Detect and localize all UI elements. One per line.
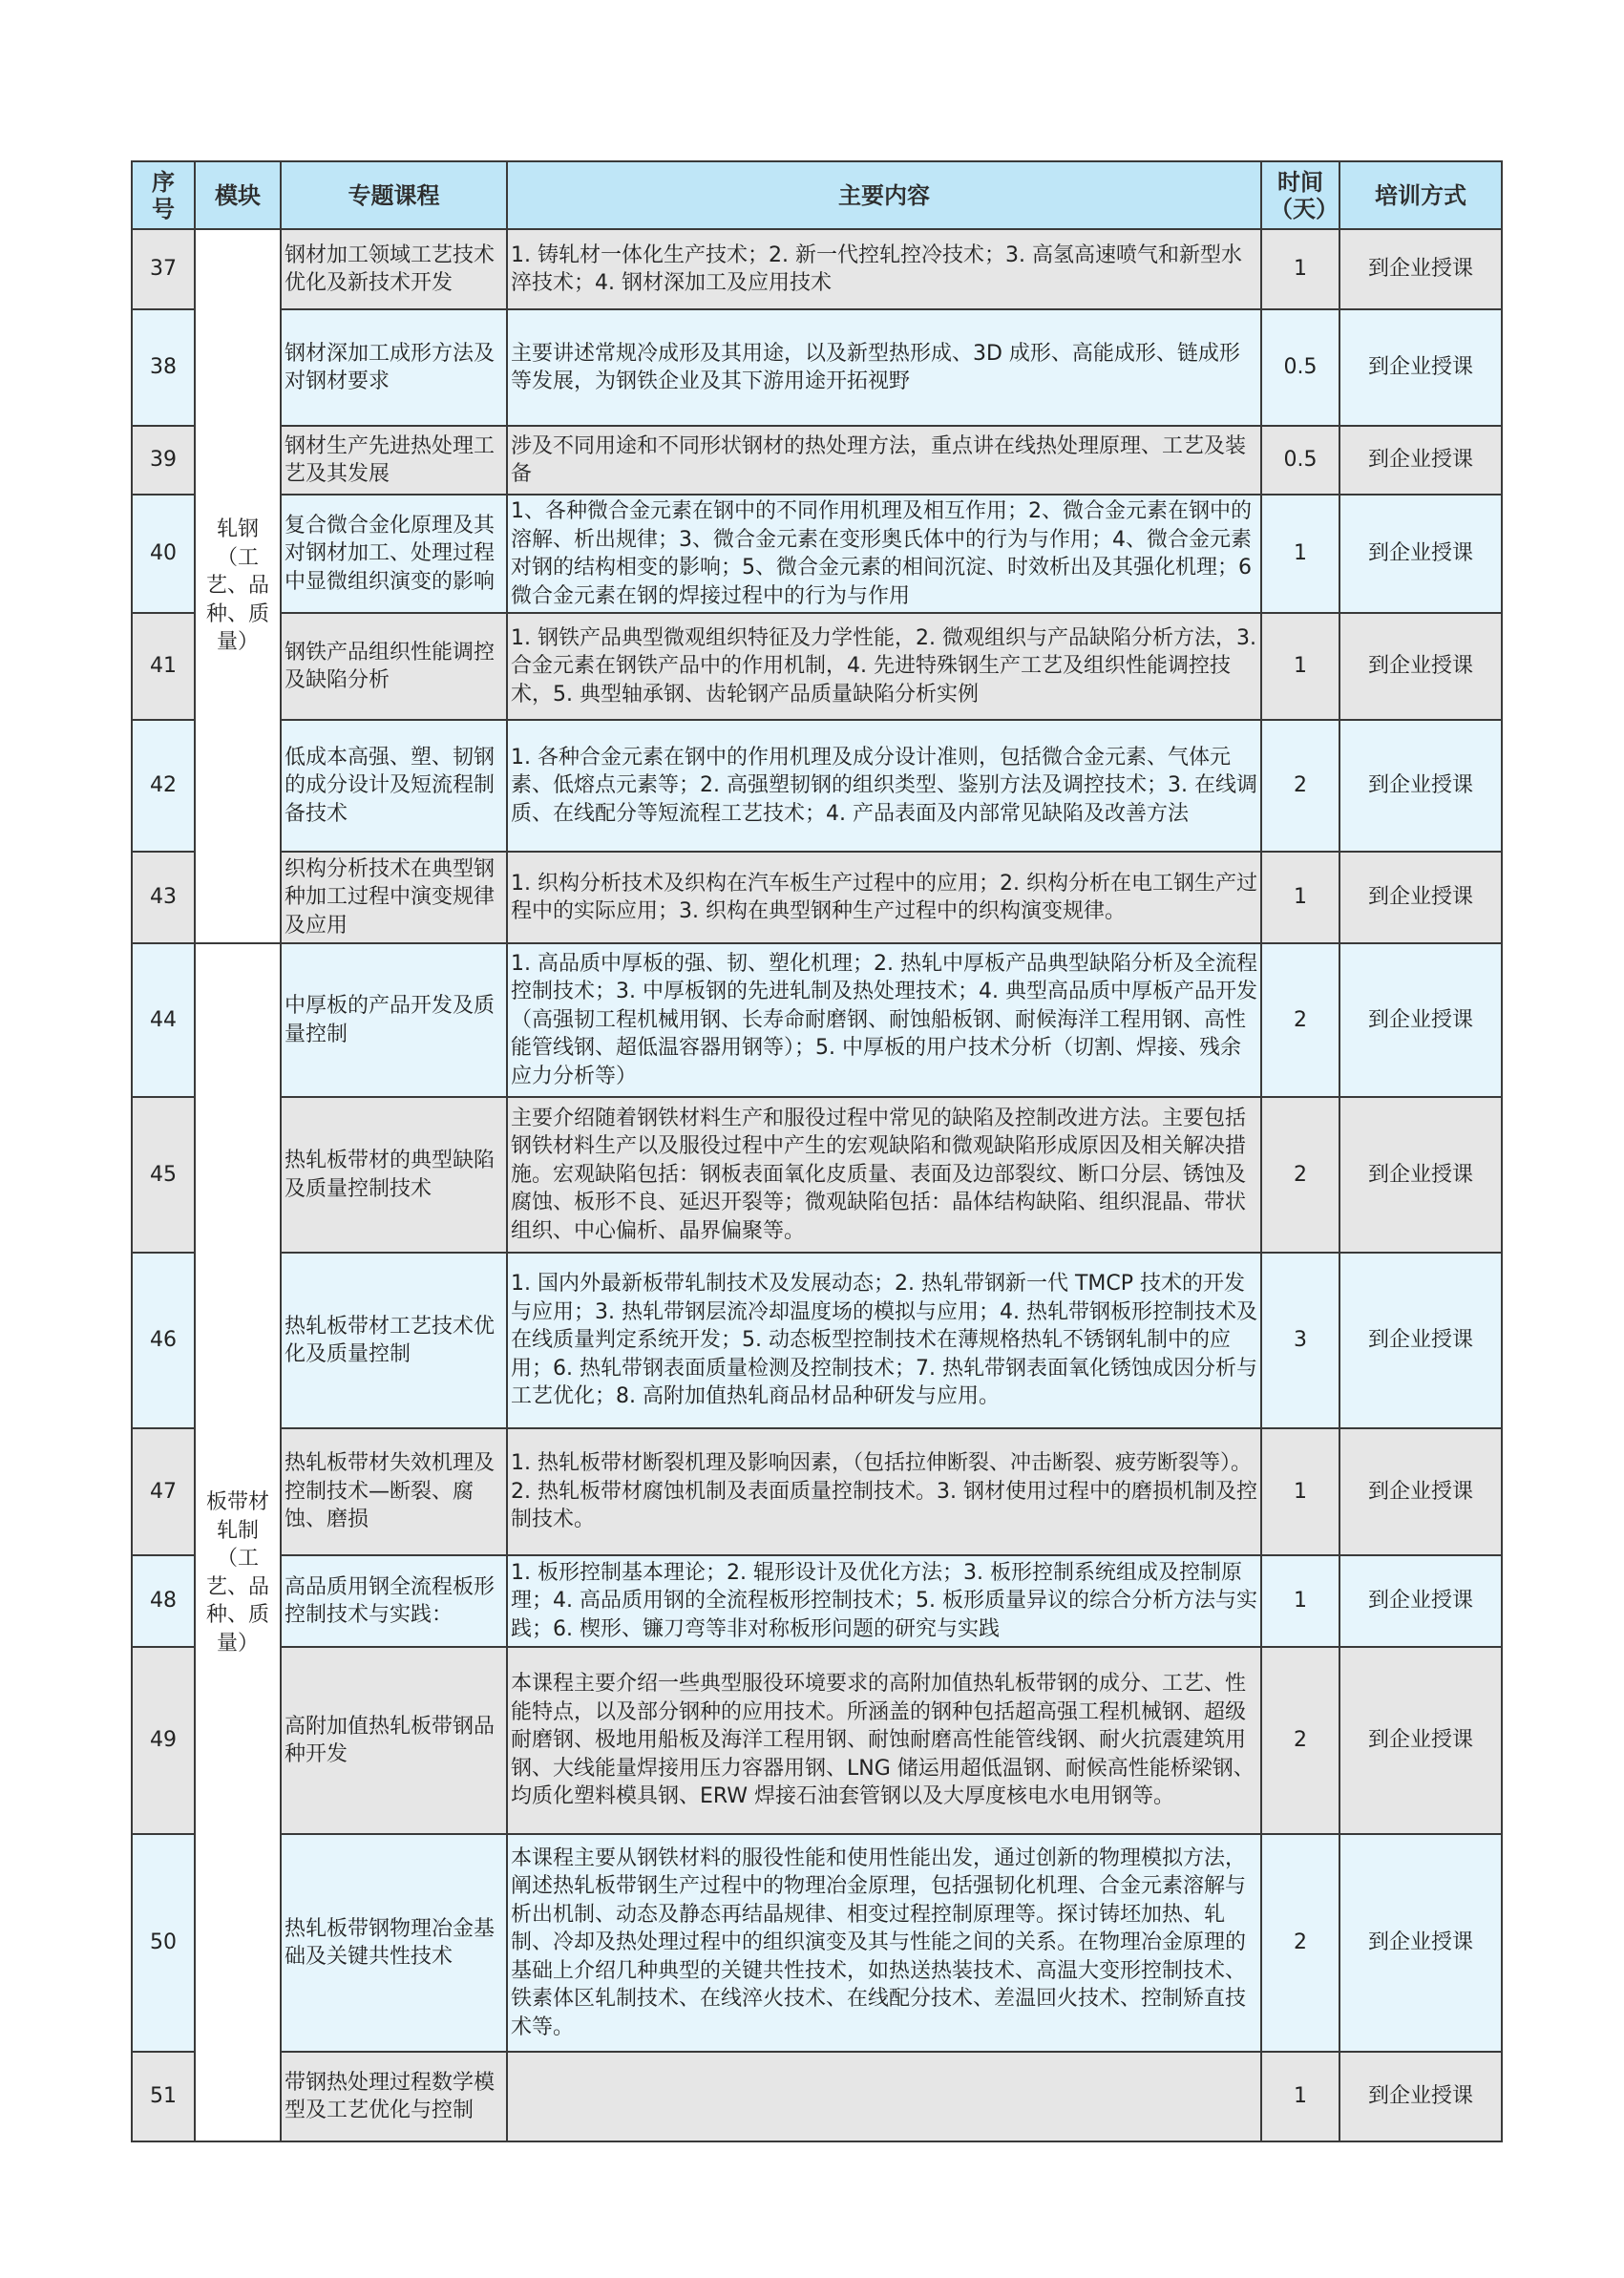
row-number: 39 <box>132 426 195 495</box>
row-number: 50 <box>132 1834 195 2052</box>
table-row <box>132 1253 1502 1428</box>
course-name: 钢材加工领域工艺技术优化及新技术开发 <box>281 229 507 309</box>
course-days: 2 <box>1261 1647 1339 1834</box>
course-days: 2 <box>1261 1097 1339 1253</box>
table-row <box>132 1428 1502 1555</box>
header-time: 时间（天） <box>1261 161 1339 229</box>
course-name: 钢铁产品组织性能调控及缺陷分析 <box>281 613 507 720</box>
table-row <box>132 852 1502 943</box>
row-number: 46 <box>132 1253 195 1428</box>
course-content: 1. 板形控制基本理论；2. 辊形设计及优化方法；3. 板形控制系统组成及控制原理；4. 高品质用钢的全流程板形控制技术；5. 板形质量异议的综合分析方法与实践；6. 楔形、镰刀弯等非对称板形问题的研究与实践 <box>507 1555 1261 1647</box>
course-days: 1 <box>1261 613 1339 720</box>
header-course: 专题课程 <box>281 161 507 229</box>
training-mode: 到企业授课 <box>1339 613 1502 720</box>
course-content <box>507 2052 1261 2141</box>
course-content: 本课程主要从钢铁材料的服役性能和使用性能出发，通过创新的物理模拟方法，阐述热轧板带钢生产过程中的物理冶金原理，包括强韧化机理、合金元素溶解与析出机制、动态及静态再结晶规律、相变过程控制原理等。探讨铸坯加热、轧制、冷却及热处理过程中的组织演变及其与性能之间的关系。在物理冶金原理的基础上介绍几种典型的关键共性技术，如热送热装技术、高温大变形控制技术、铁素体区轧制技术、在线淬火技术、在线配分技术、差温回火技术、控制矫直技术等。 <box>507 1834 1261 2052</box>
training-mode: 到企业授课 <box>1339 1428 1502 1555</box>
course-content: 主要讲述常规冷成形及其用途，以及新型热形成、3D 成形、高能成形、链成形等发展，为钢铁企业及其下游用途开拓视野 <box>507 309 1261 426</box>
course-days: 0.5 <box>1261 426 1339 495</box>
course-days: 1 <box>1261 2052 1339 2141</box>
module-cell <box>195 229 281 943</box>
course-days: 0.5 <box>1261 309 1339 426</box>
course-content: 1. 各种合金元素在钢中的作用机理及成分设计准则，包括微合金元素、气体元素、低熔点元素等；2. 高强塑韧钢的组织类型、鉴别方法及调控技术；3. 在线调质、在线配分等短流程工艺技术；4. 产品表面及内部常见缺陷及改善方法 <box>507 720 1261 852</box>
course-name: 钢材深加工成形方法及对钢材要求 <box>281 309 507 426</box>
table-row <box>132 1097 1502 1253</box>
row-number: 47 <box>132 1428 195 1555</box>
course-days: 2 <box>1261 1834 1339 2052</box>
course-days: 1 <box>1261 852 1339 943</box>
training-mode: 到企业授课 <box>1339 426 1502 495</box>
course-content: 1. 钢铁产品典型微观组织特征及力学性能，2. 微观组织与产品缺陷分析方法，3. 合金元素在钢铁产品中的作用机制，4. 先进特殊钢生产工艺及组织性能调控技术，5. 典型轴承钢、齿轮钢产品质量缺陷分析实例 <box>507 613 1261 720</box>
course-days: 3 <box>1261 1253 1339 1428</box>
header-no: 序号 <box>132 161 195 229</box>
table-row <box>132 229 1502 309</box>
course-content: 1. 高品质中厚板的强、韧、塑化机理；2. 热轧中厚板产品典型缺陷分析及全流程控制技术；3. 中厚板钢的先进轧制及热处理技术；4. 典型高品质中厚板产品开发（高强韧工程机械用钢、长寿命耐磨钢、耐蚀船板钢、耐候海洋工程用钢、高性能管线钢、超低温容器用钢等）；5. 中厚板的用户技术分析（切割、焊接、残余应力分析等） <box>507 943 1261 1097</box>
table-row <box>132 495 1502 613</box>
row-number: 45 <box>132 1097 195 1253</box>
training-mode: 到企业授课 <box>1339 1253 1502 1428</box>
table-row <box>132 2052 1502 2141</box>
course-name: 高附加值热轧板带钢品种开发 <box>281 1647 507 1834</box>
course-name: 高品质用钢全流程板形控制技术与实践： <box>281 1555 507 1647</box>
course-name: 织构分析技术在典型钢种加工过程中演变规律及应用 <box>281 852 507 943</box>
table-row <box>132 309 1502 426</box>
module-cell <box>195 943 281 2141</box>
row-number: 42 <box>132 720 195 852</box>
training-mode: 到企业授课 <box>1339 495 1502 613</box>
course-content: 1. 铸轧材一体化生产技术；2. 新一代控轧控冷技术；3. 高氢高速喷气和新型水淬技术；4. 钢材深加工及应用技术 <box>507 229 1261 309</box>
table-row <box>132 720 1502 852</box>
training-mode: 到企业授课 <box>1339 852 1502 943</box>
table-row <box>132 1647 1502 1834</box>
table-row <box>132 1555 1502 1647</box>
row-number: 41 <box>132 613 195 720</box>
course-name: 低成本高强、塑、韧钢的成分设计及短流程制备技术 <box>281 720 507 852</box>
course-name: 热轧板带钢物理冶金基础及关键共性技术 <box>281 1834 507 2052</box>
course-days: 2 <box>1261 943 1339 1097</box>
row-number: 40 <box>132 495 195 613</box>
course-name: 带钢热处理过程数学模型及工艺优化与控制 <box>281 2052 507 2141</box>
header-module: 模块 <box>195 161 281 229</box>
course-days: 2 <box>1261 720 1339 852</box>
training-mode: 到企业授课 <box>1339 943 1502 1097</box>
course-name: 复合微合金化原理及其对钢材加工、处理过程中显微组织演变的影响 <box>281 495 507 613</box>
training-mode: 到企业授课 <box>1339 1834 1502 2052</box>
course-content: 涉及不同用途和不同形状钢材的热处理方法，重点讲在线热处理原理、工艺及装备 <box>507 426 1261 495</box>
row-number: 43 <box>132 852 195 943</box>
course-content: 1. 织构分析技术及织构在汽车板生产过程中的应用；2. 织构分析在电工钢生产过程中的实际应用；3. 织构在典型钢种生产过程中的织构演变规律。 <box>507 852 1261 943</box>
table-row <box>132 1834 1502 2052</box>
course-name: 中厚板的产品开发及质量控制 <box>281 943 507 1097</box>
training-mode: 到企业授课 <box>1339 1647 1502 1834</box>
training-mode: 到企业授课 <box>1339 309 1502 426</box>
training-mode: 到企业授课 <box>1339 2052 1502 2141</box>
row-number: 48 <box>132 1555 195 1647</box>
course-content: 主要介绍随着钢铁材料生产和服役过程中常见的缺陷及控制改进方法。主要包括钢铁材料生产以及服役过程中产生的宏观缺陷和微观缺陷形成原因及相关解决措施。宏观缺陷包括：钢板表面氧化皮质量、表面及边部裂纹、断口分层、锈蚀及腐蚀、板形不良、延迟开裂等；微观缺陷包括：晶体结构缺陷、组织混晶、带状组织、中心偏析、晶界偏聚等。 <box>507 1097 1261 1253</box>
table-row <box>132 943 1502 1097</box>
course-days: 1 <box>1261 495 1339 613</box>
table-row <box>132 426 1502 495</box>
course-days: 1 <box>1261 1428 1339 1555</box>
row-number: 51 <box>132 2052 195 2141</box>
row-number: 38 <box>132 309 195 426</box>
row-number: 37 <box>132 229 195 309</box>
header-mode: 培训方式 <box>1339 161 1502 229</box>
training-mode: 到企业授课 <box>1339 1555 1502 1647</box>
header-row <box>132 161 1502 229</box>
training-mode: 到企业授课 <box>1339 1097 1502 1253</box>
course-table <box>131 160 1503 2142</box>
header-content: 主要内容 <box>507 161 1261 229</box>
row-number: 49 <box>132 1647 195 1834</box>
course-name: 热轧板带材失效机理及控制技术—断裂、腐蚀、磨损 <box>281 1428 507 1555</box>
course-content: 1. 国内外最新板带轧制技术及发展动态；2. 热轧带钢新一代 TMCP 技术的开发与应用；3. 热轧带钢层流冷却温度场的模拟与应用；4. 热轧带钢板形控制技术及在线质量判定系统开发；5. 动态板型控制技术在薄规格热轧不锈钢轧制中的应用；6. 热轧带钢表面质量检测及控制技术；7. 热轧带钢表面氧化锈蚀成因分析与工艺优化；8. 高附加值热轧商品材品种研发与应用。 <box>507 1253 1261 1428</box>
course-content: 1. 热轧板带材断裂机理及影响因素，（包括拉伸断裂、冲击断裂、疲劳断裂等）。2. 热轧板带材腐蚀机制及表面质量控制技术。3. 钢材使用过程中的磨损机制及控制技术。 <box>507 1428 1261 1555</box>
course-name: 热轧板带材的典型缺陷及质量控制技术 <box>281 1097 507 1253</box>
course-content: 1、各种微合金元素在钢中的不同作用机理及相互作用；2、微合金元素在钢中的溶解、析出规律；3、微合金元素在变形奥氏体中的行为与作用；4、微合金元素对钢的结构相变的影响；5、微合金元素的相间沉淀、时效析出及其强化机理；6 微合金元素在钢的焊接过程中的行为与作用 <box>507 495 1261 613</box>
module-label: 轧钢（工艺、品种、质量） <box>205 517 269 655</box>
row-number: 44 <box>132 943 195 1097</box>
table-row <box>132 613 1502 720</box>
module-label: 板带材轧制（工艺、品种、质量） <box>205 1490 269 1656</box>
course-days: 1 <box>1261 1555 1339 1647</box>
course-name: 热轧板带材工艺技术优化及质量控制 <box>281 1253 507 1428</box>
training-mode: 到企业授课 <box>1339 720 1502 852</box>
course-name: 钢材生产先进热处理工艺及其发展 <box>281 426 507 495</box>
course-content: 本课程主要介绍一些典型服役环境要求的高附加值热轧板带钢的成分、工艺、性能特点，以及部分钢种的应用技术。所涵盖的钢种包括超高强工程机械钢、超级耐磨钢、极地用船板及海洋工程用钢、耐蚀耐磨高性能管线钢、耐火抗震建筑用钢、大线能量焊接用压力容器用钢、LNG 储运用超低温钢、耐候高性能桥梁钢、均质化塑料模具钢、ERW 焊接石油套管钢以及大厚度核电水电用钢等。 <box>507 1647 1261 1834</box>
training-mode: 到企业授课 <box>1339 229 1502 309</box>
course-days: 1 <box>1261 229 1339 309</box>
